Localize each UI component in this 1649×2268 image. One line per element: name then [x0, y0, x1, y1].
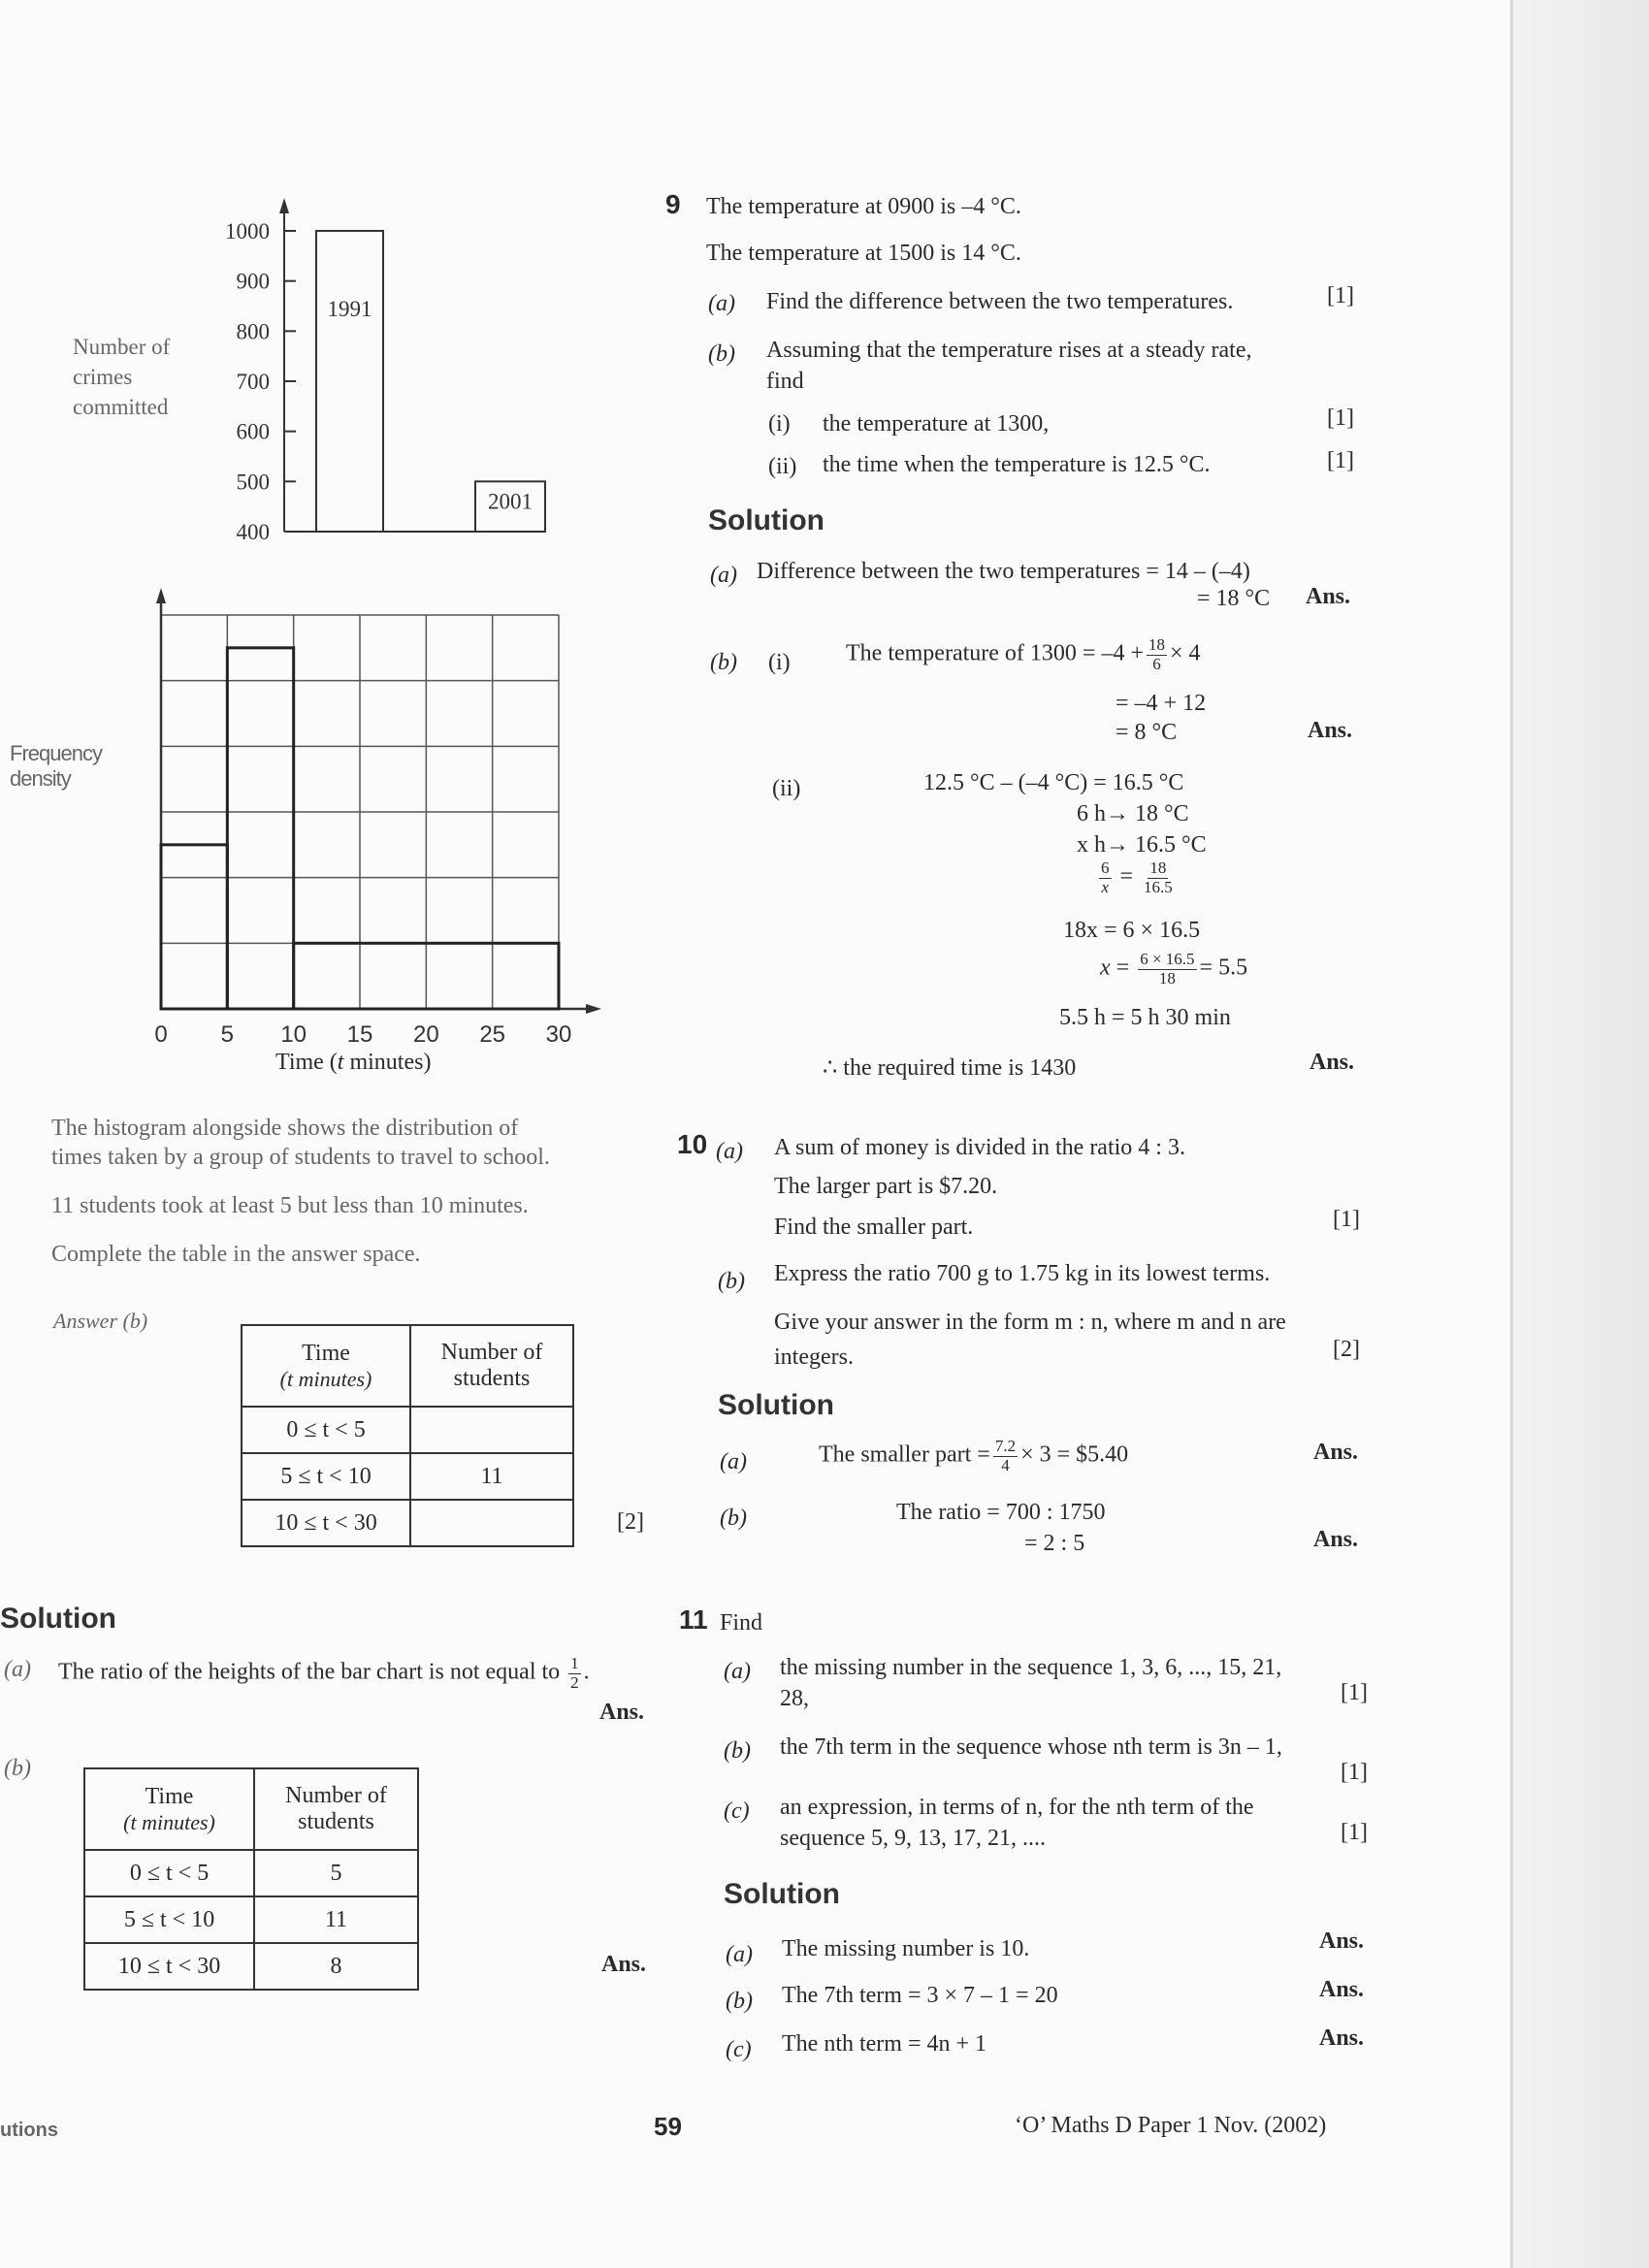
- page-number: 59: [654, 2112, 682, 2141]
- q11-a-line1: the missing number in the sequence 1, 3, 6, ..., 15, 21,: [780, 1655, 1282, 1680]
- hist-x-axis-arrow: [586, 1004, 601, 1014]
- q9-sbii-line3: x h→ 16.5 °C: [1077, 832, 1207, 858]
- q11-b-marks: [1]: [1341, 1760, 1368, 1785]
- bar-y-tick-label: 1000: [225, 219, 270, 243]
- q9-bii-text: the time when the temperature is 12.5 °C.: [823, 452, 1211, 477]
- q9-bii-label: (ii): [768, 454, 797, 479]
- q11-sa-text: The missing number is 10.: [782, 1936, 1030, 1961]
- hist-y-axis-arrow: [156, 588, 166, 603]
- q8-text-3: 11 students took at least 5 but less than 10 minutes.: [51, 1193, 529, 1218]
- q8-text-4: Complete the table in the answer space.: [51, 1242, 421, 1267]
- q9-number: 9: [665, 189, 681, 219]
- q11-c-marks: [1]: [1341, 1820, 1368, 1845]
- q11-number: 11: [679, 1604, 708, 1635]
- table-row: 5 ≤ t < 10 11: [242, 1453, 573, 1500]
- q9-b-text2: find: [766, 369, 804, 394]
- q11-sb-label: (b): [726, 1989, 753, 2014]
- q9-line1: The temperature at 0900 is –4 °C.: [706, 194, 1021, 219]
- q9-a-marks: [1]: [1327, 283, 1354, 308]
- q10-b-marks: [2]: [1333, 1337, 1360, 1362]
- hist-x-tick-label: 0: [154, 1021, 168, 1048]
- q8-solution-table: Time (t minutes) Number of students 0 ≤ t < 5 5 5 ≤ t < 10 11 10 ≤ t < 30 8: [83, 1767, 419, 1991]
- q9-sbi-line3: = 8 °C: [1116, 720, 1178, 745]
- bar-y-tick-label: 800: [236, 319, 270, 344]
- bar-1991: [316, 231, 383, 532]
- bar-label: 1991: [327, 297, 372, 321]
- q10-number: 10: [677, 1129, 708, 1159]
- q8-sol-a-text: The ratio of the heights of the bar chart is not equal to $\frac{1}{2}$ .: [58, 1654, 590, 1692]
- q11-sc-ans: Ans.: [1319, 2025, 1365, 2051]
- q9-sbii-line2: 6 h→ 18 °C: [1077, 801, 1189, 826]
- fraction: $\frac{6}{x}$: [1101, 859, 1110, 896]
- bar-y-axis-arrow: [279, 198, 289, 213]
- hist-bar: [227, 648, 293, 1009]
- q11-c-line1: an expression, in terms of n, for the nth term of the: [780, 1795, 1254, 1820]
- answer-cell[interactable]: [410, 1407, 573, 1453]
- histogram-ylabel: Frequency density: [10, 741, 102, 791]
- bar-y-tick-label: 700: [236, 370, 270, 394]
- q9-bi-label: (i): [768, 411, 791, 437]
- q10-b-line3: integers.: [774, 1345, 854, 1370]
- q10-sa-ans: Ans.: [1313, 1440, 1359, 1465]
- q11-sa-label: (a): [726, 1942, 753, 1967]
- q9-sbii-line4: $\frac{6}{x}$ = $\frac{18}{16.5}$: [1101, 859, 1173, 896]
- table-row: 0 ≤ t < 5 5: [84, 1850, 418, 1896]
- table-row: 10 ≤ t < 30 8: [84, 1943, 418, 1990]
- hist-x-tick-label: 20: [412, 1021, 439, 1048]
- bar-chart-ylabel: Number of crimes committed: [73, 335, 171, 419]
- q11-a-line2: 28,: [780, 1686, 809, 1711]
- q8-sol-b-ans: Ans.: [601, 1952, 647, 1977]
- q9-sa-text2: = 18 °C: [1197, 586, 1271, 611]
- q9-sbii-line5: 18x = 6 × 16.5: [1063, 918, 1201, 943]
- crimes-bar-chart: [58, 184, 563, 563]
- q9-sbii-line7: 5.5 h = 5 h 30 min: [1059, 1005, 1231, 1030]
- q11-a-label: (a): [724, 1659, 751, 1684]
- table-row: 10 ≤ t < 30: [242, 1500, 573, 1546]
- footer-left-fragment: utions: [0, 2120, 58, 2141]
- q9-sa-ans: Ans.: [1306, 584, 1351, 609]
- bar-y-tick-label: 900: [236, 269, 270, 294]
- hist-x-tick-label: 15: [346, 1021, 373, 1048]
- q8-marks: [2]: [617, 1509, 644, 1535]
- q9-sbi-label: (i): [768, 650, 791, 675]
- bar-y-tick-label: 400: [236, 520, 270, 544]
- q9-sbii-line6: x = $\frac{6 \times 16.5}{18}$ = 5.5: [1100, 950, 1248, 988]
- fraction: $\frac{18}{16.5}$: [1144, 859, 1173, 896]
- fraction: $\frac{1}{2}$: [570, 1654, 579, 1692]
- q10-b-line1: Express the ratio 700 g to 1.75 kg in its lowest terms.: [774, 1261, 1271, 1286]
- q10-sb-ans: Ans.: [1313, 1527, 1359, 1552]
- q10-b-label: (b): [718, 1269, 745, 1294]
- table-header-students: Number of students: [410, 1325, 573, 1407]
- q10-a-marks: [1]: [1333, 1207, 1360, 1232]
- q9-sbi-line1: The temperature of 1300 = –4 + $\frac{18}{6}$ × 4: [846, 635, 1201, 673]
- fraction: $\frac{6 \times 16.5}{18}$: [1140, 950, 1195, 988]
- q10-a-line3: Find the smaller part.: [774, 1215, 974, 1240]
- q9-sa-text1: Difference between the two temperatures = 14 – (–4): [757, 559, 1250, 584]
- q8-text-2: times taken by a group of students to travel to school.: [51, 1145, 550, 1170]
- hist-x-tick-label: 10: [280, 1021, 307, 1048]
- q9-sbi-ans: Ans.: [1308, 718, 1353, 743]
- page-edge-line: [1510, 0, 1513, 2268]
- q11-b-label: (b): [724, 1738, 751, 1764]
- q10-sb-line1: The ratio = 700 : 1750: [896, 1500, 1106, 1525]
- q9-line2: The temperature at 1500 is 14 °C.: [706, 241, 1021, 266]
- q10-sb-line2: = 2 : 5: [1024, 1531, 1085, 1556]
- q11-sb-ans: Ans.: [1319, 1977, 1365, 2002]
- q9-solution-heading: Solution: [708, 504, 824, 536]
- bar-chart-svg: [58, 184, 563, 563]
- q11-solution-heading: Solution: [724, 1878, 840, 1910]
- q8-solution-heading: Solution: [0, 1603, 116, 1635]
- q9-sbii-line1: 12.5 °C – (–4 °C) = 16.5 °C: [923, 770, 1184, 795]
- bar-y-tick-label: 600: [236, 419, 270, 444]
- q9-sbii-ans: Ans.: [1310, 1050, 1355, 1075]
- q8-answer-label: Answer (b): [53, 1309, 148, 1333]
- q11-sa-ans: Ans.: [1319, 1928, 1365, 1954]
- q8-answer-table: [241, 1324, 574, 1547]
- q9-sbii-line8: ∴ the required time is 1430: [823, 1055, 1077, 1081]
- table-header-time: Time (t minutes): [242, 1325, 410, 1407]
- footer-source: ‘O’ Maths D Paper 1 Nov. (2002): [1015, 2113, 1327, 2138]
- histogram-chart: [10, 582, 611, 1086]
- hist-bar: [161, 845, 227, 1009]
- q9-sbi-line2: = –4 + 12: [1116, 691, 1207, 716]
- q10-a-line2: The larger part is $7.20.: [774, 1174, 998, 1199]
- q9-b-text1: Assuming that the temperature rises at a steady rate,: [766, 338, 1252, 363]
- q9-bi-marks: [1]: [1327, 405, 1354, 431]
- q11-sc-label: (c): [726, 2037, 752, 2062]
- q8-sol-a-label: (a): [4, 1657, 31, 1682]
- fraction: $\frac{7.2}{4}$: [994, 1437, 1017, 1474]
- table-row: 0 ≤ t < 5: [242, 1407, 573, 1453]
- hist-x-tick-label: 25: [479, 1021, 506, 1048]
- answer-cell[interactable]: [410, 1500, 573, 1546]
- fraction: $\frac{18}{6}$: [1148, 635, 1165, 673]
- q9-b-label: (b): [708, 341, 735, 367]
- q11-sc-text: The nth term = 4n + 1: [782, 2031, 987, 2057]
- q9-bi-text: the temperature at 1300,: [823, 411, 1050, 437]
- page-edge-shadow: [1513, 0, 1649, 2268]
- histogram-xlabel: Time (t minutes): [275, 1050, 432, 1075]
- q10-b-line2: Give your answer in the form m : n, where m and n are: [774, 1310, 1286, 1335]
- bar-label: 2001: [488, 489, 533, 514]
- q8-sol-a-ans: Ans.: [599, 1700, 645, 1725]
- bar-y-tick-label: 500: [236, 470, 270, 495]
- q10-a-label: (a): [716, 1139, 743, 1164]
- q10-sa-label: (a): [720, 1449, 747, 1474]
- q9-sbii-label: (ii): [772, 776, 801, 801]
- q11-b-line1: the 7th term in the sequence whose nth term is 3n – 1,: [780, 1734, 1282, 1760]
- q9-sb-label: (b): [710, 650, 737, 675]
- q10-a-line1: A sum of money is divided in the ratio 4 : 3.: [774, 1135, 1185, 1160]
- q9-bii-marks: [1]: [1327, 448, 1354, 473]
- q11-c-line2: sequence 5, 9, 13, 17, 21, ....: [780, 1826, 1046, 1851]
- q11-find: Find: [720, 1610, 763, 1636]
- q9-sa-label: (a): [710, 563, 737, 588]
- q11-c-label: (c): [724, 1798, 750, 1824]
- q10-sb-label: (b): [720, 1506, 747, 1531]
- table-row: 5 ≤ t < 10 11: [84, 1896, 418, 1943]
- histogram-svg: [10, 582, 611, 1086]
- q10-sa-text: The smaller part = $\frac{7.2}{4}$ × 3 = $5.40: [819, 1437, 1129, 1474]
- q9-a-text: Find the difference between the two temperatures.: [766, 289, 1234, 314]
- q9-a-label: (a): [708, 291, 735, 316]
- hist-x-tick-label: 5: [220, 1021, 235, 1048]
- q11-a-marks: [1]: [1341, 1680, 1368, 1705]
- q8-text-1: The histogram alongside shows the distribution of: [51, 1116, 519, 1141]
- q11-sb-text: The 7th term = 3 × 7 – 1 = 20: [782, 1983, 1058, 2008]
- q10-solution-heading: Solution: [718, 1389, 834, 1421]
- q8-sol-b-label: (b): [4, 1756, 31, 1781]
- hist-x-tick-label: 30: [545, 1021, 572, 1048]
